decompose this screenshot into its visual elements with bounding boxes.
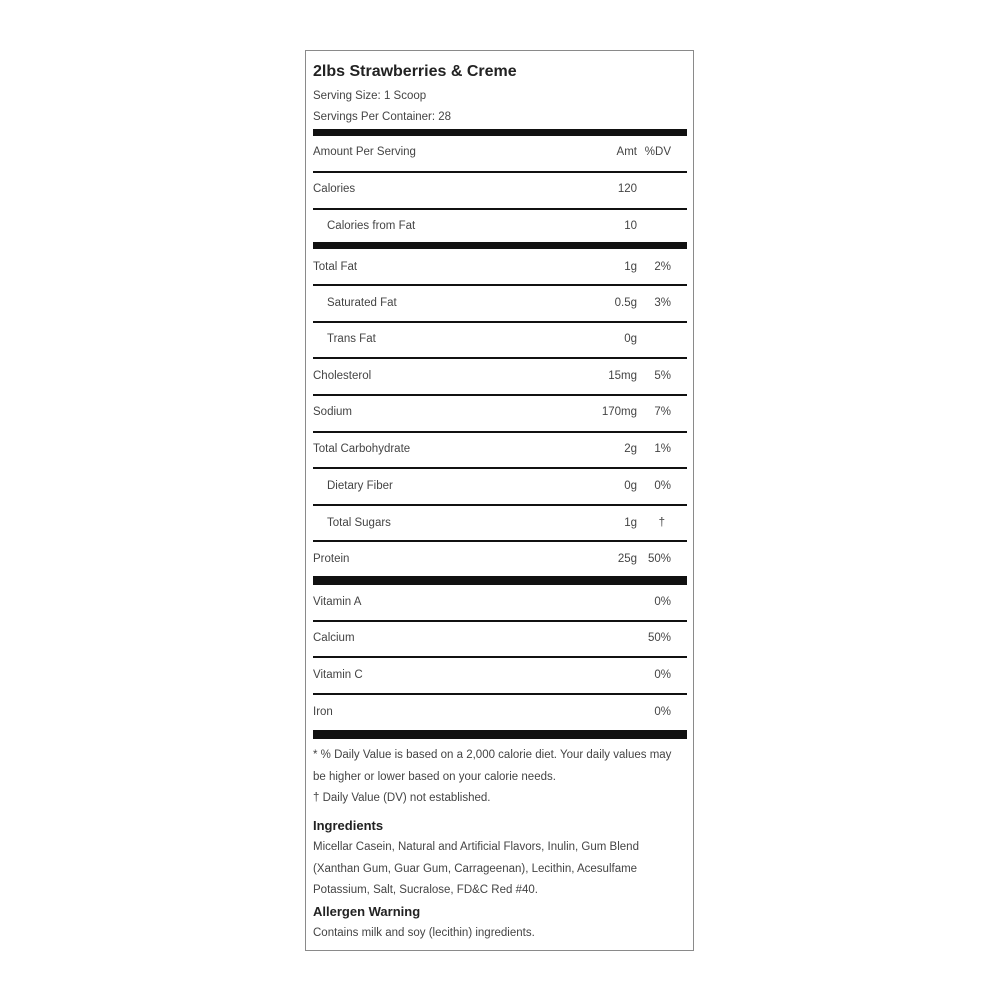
vitamin-dv: 0% bbox=[654, 596, 671, 608]
divider bbox=[313, 357, 687, 359]
nutrition-facts-label bbox=[305, 50, 694, 951]
allergen-text bbox=[313, 923, 687, 945]
ingredients-heading: Ingredients bbox=[313, 818, 384, 833]
vitamin-label: Iron bbox=[313, 706, 333, 718]
nutrient-row bbox=[313, 261, 687, 281]
calories-row bbox=[313, 183, 687, 203]
divider bbox=[313, 394, 687, 396]
footnote-line: be higher or lower based on your calorie needs. bbox=[313, 770, 556, 783]
vitamin-dv: 0% bbox=[654, 669, 671, 681]
nutrient-dv: 2% bbox=[654, 261, 671, 273]
nutrient-amt: 1g bbox=[624, 261, 637, 273]
header-amt: Amt bbox=[616, 146, 637, 158]
thick-divider bbox=[313, 730, 687, 739]
ingredients-line: (Xanthan Gum, Guar Gum, Carrageenan), Lecithin, Acesulfame bbox=[313, 862, 638, 875]
divider bbox=[313, 431, 687, 433]
divider bbox=[313, 171, 687, 173]
nutrient-row bbox=[313, 406, 687, 426]
ingredients-text bbox=[313, 837, 687, 902]
vitamin-dv: 0% bbox=[654, 706, 671, 718]
nutrient-label: Sodium bbox=[313, 406, 352, 418]
divider bbox=[313, 208, 687, 210]
ingredients-line: Potassium, Salt, Sucralose, FD&C Red #40. bbox=[313, 884, 538, 896]
divider bbox=[313, 693, 687, 695]
header-dv: %DV bbox=[644, 146, 671, 158]
vitamin-label: Calcium bbox=[313, 632, 355, 644]
serving-size: Serving Size: 1 Scoop bbox=[313, 90, 427, 102]
vitamin-row bbox=[313, 596, 687, 616]
vitamin-label: Vitamin A bbox=[313, 596, 362, 608]
nutrient-row bbox=[313, 443, 687, 463]
vitamin-label: Vitamin C bbox=[313, 669, 363, 681]
calories-from-fat-amt: 10 bbox=[624, 220, 637, 232]
thick-divider bbox=[313, 576, 687, 585]
header-label: Amount Per Serving bbox=[313, 146, 416, 158]
divider bbox=[313, 540, 687, 542]
vitamin-row bbox=[313, 706, 687, 726]
nutrient-dv: 5% bbox=[654, 370, 671, 382]
nutrient-amt: 0g bbox=[624, 480, 637, 492]
vitamin-dv: 50% bbox=[647, 632, 671, 644]
vitamin-row bbox=[313, 669, 687, 689]
calories-label: Calories bbox=[313, 183, 356, 195]
product-title: 2lbs Strawberries & Creme bbox=[313, 63, 517, 80]
nutrient-dv: 3% bbox=[654, 297, 671, 309]
nutrient-dv: 50% bbox=[647, 553, 671, 565]
nutrient-row bbox=[313, 480, 687, 500]
nutrient-label: Dietary Fiber bbox=[327, 480, 393, 492]
nutrient-amt: 15mg bbox=[608, 370, 637, 382]
nutrient-row bbox=[313, 297, 687, 317]
thick-divider bbox=[313, 129, 687, 136]
divider bbox=[313, 467, 687, 469]
ingredients-line: Micellar Casein, Natural and Artificial Flavors, Inulin, Gum Blend bbox=[313, 841, 639, 853]
divider bbox=[313, 656, 687, 658]
nutrient-label: Total Fat bbox=[313, 261, 358, 273]
nutrient-label: Total Carbohydrate bbox=[313, 443, 411, 455]
nutrient-row bbox=[313, 517, 687, 537]
thick-divider bbox=[313, 242, 687, 249]
nutrient-amt: 0g bbox=[624, 333, 637, 345]
nutrient-row bbox=[313, 553, 687, 573]
nutrient-amt: 0.5g bbox=[614, 297, 637, 309]
nutrient-dv: 0% bbox=[654, 480, 671, 492]
divider bbox=[313, 504, 687, 506]
allergen-heading: Allergen Warning bbox=[313, 904, 421, 919]
nutrient-amt: 25g bbox=[617, 553, 637, 565]
servings-per-container: Servings Per Container: 28 bbox=[313, 111, 452, 123]
footnote-line: † Daily Value (DV) not established. bbox=[313, 792, 491, 804]
nutrient-row bbox=[313, 370, 687, 390]
nutrient-amt: 2g bbox=[624, 443, 637, 455]
calories-amt: 120 bbox=[617, 183, 637, 195]
divider bbox=[313, 321, 687, 323]
allergen-line: Contains milk and soy (lecithin) ingredients. bbox=[313, 927, 535, 939]
nutrient-row bbox=[313, 333, 687, 353]
nutrient-label: Total Sugars bbox=[327, 517, 391, 529]
calories-from-fat-row bbox=[313, 220, 687, 240]
nutrient-label: Protein bbox=[313, 553, 350, 565]
calories-from-fat-label: Calories from Fat bbox=[327, 220, 416, 232]
nutrient-dv: 7% bbox=[654, 406, 671, 418]
footnotes bbox=[313, 745, 687, 810]
nutrient-label: Cholesterol bbox=[313, 370, 372, 382]
nutrient-amt: 170mg bbox=[601, 406, 637, 418]
divider bbox=[313, 620, 687, 622]
divider bbox=[313, 284, 687, 286]
dagger-marker: † bbox=[658, 517, 665, 529]
nutrient-label: Saturated Fat bbox=[327, 297, 397, 309]
nutrient-dv: 1% bbox=[654, 443, 671, 455]
nutrient-amt: 1g bbox=[624, 517, 637, 529]
vitamin-row bbox=[313, 632, 687, 652]
footnote-line: * % Daily Value is based on a 2,000 calorie diet. Your daily values may bbox=[313, 749, 672, 761]
header-row bbox=[313, 146, 687, 166]
nutrient-label: Trans Fat bbox=[327, 333, 376, 345]
